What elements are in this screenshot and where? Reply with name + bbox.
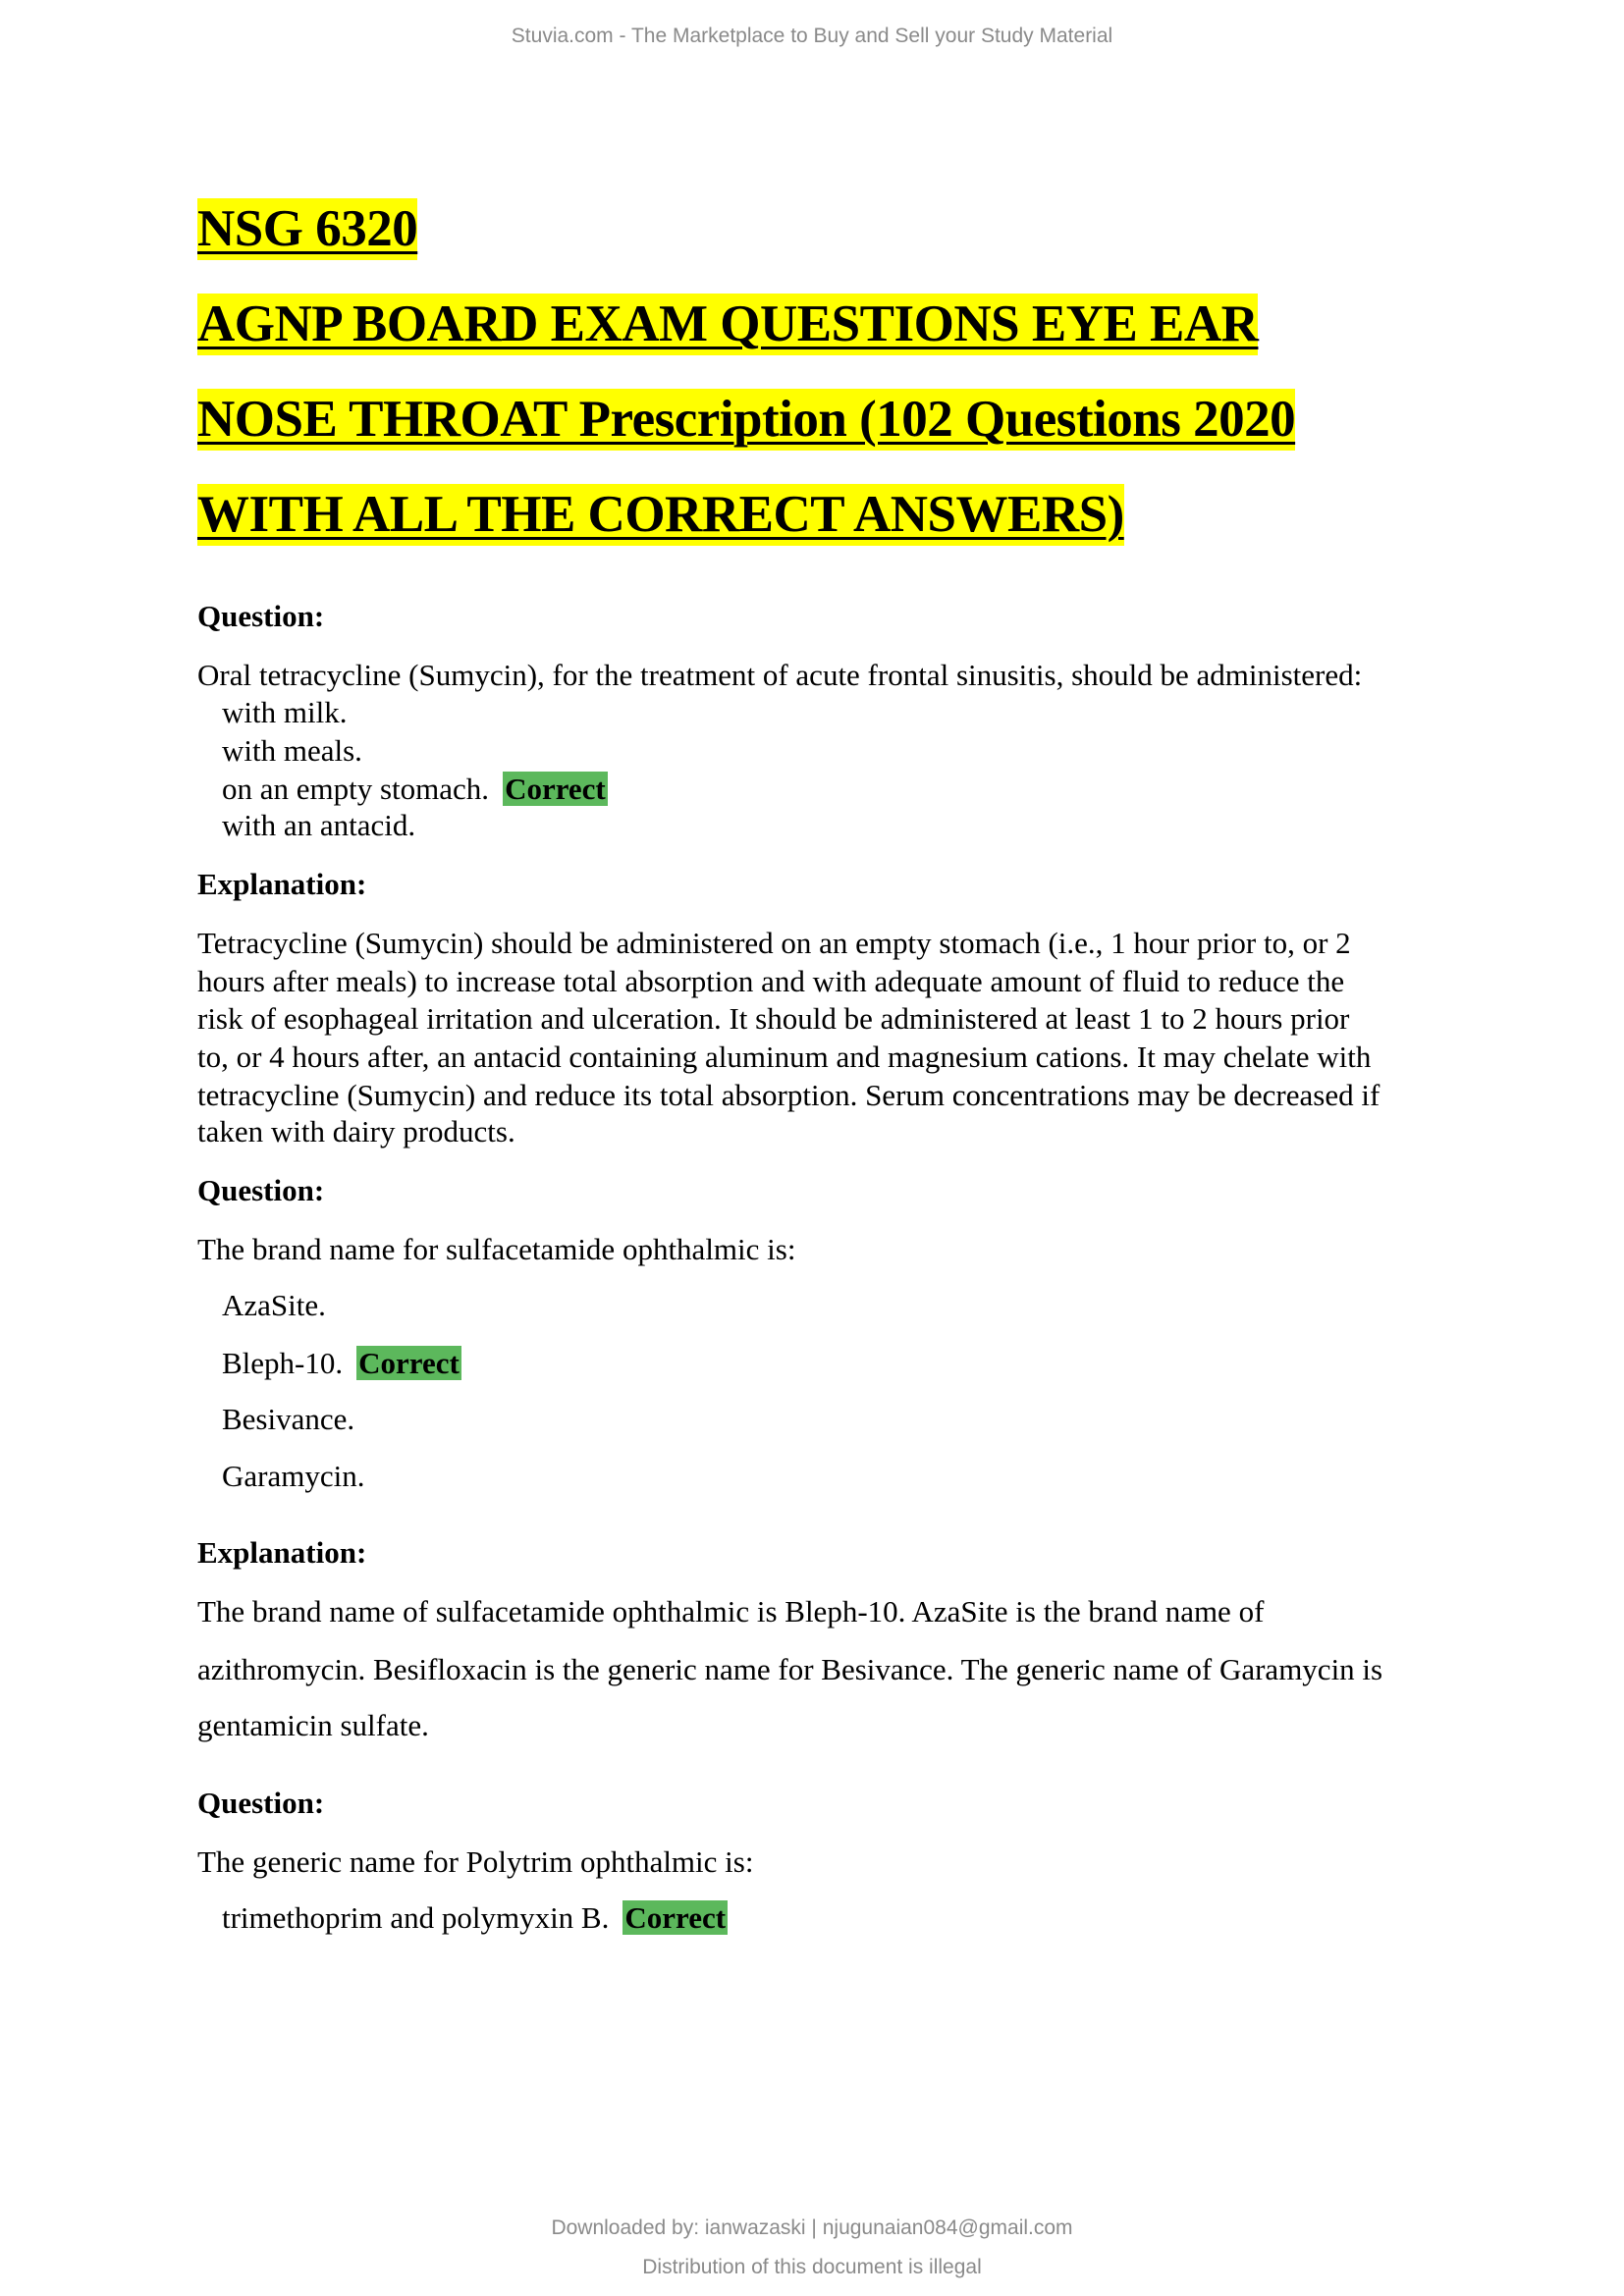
correct-badge: Correct bbox=[358, 1346, 460, 1380]
answer-option: AzaSite. bbox=[222, 1288, 326, 1322]
question-label: Question: bbox=[197, 1173, 325, 1207]
option-text: trimethoprim and polymyxin B. bbox=[222, 1900, 610, 1935]
explanation-line: tetracycline (Sumycin) and reduce its total absorption. Serum concentrations may be decreased if bbox=[197, 1078, 1380, 1112]
footer-notice: Distribution of this document is illegal bbox=[642, 2256, 982, 2278]
explanation-line: azithromycin. Besifloxacin is the generic name for Besivance. The generic name of Garamycin is bbox=[197, 1652, 1383, 1686]
footer-downloaded: Downloaded by: ianwazaski | njugunaian084@gmail.com bbox=[551, 2216, 1073, 2239]
title-line-2: AGNP BOARD EXAM QUESTIONS EYE EAR bbox=[197, 294, 1258, 355]
explanation-line: taken with dairy products. bbox=[197, 1114, 515, 1148]
question-text: The generic name for Polytrim ophthalmic is: bbox=[197, 1844, 754, 1879]
option-text: Bleph-10. bbox=[222, 1346, 344, 1380]
explanation-line: gentamicin sulfate. bbox=[197, 1708, 429, 1742]
answer-option: Garamycin. bbox=[222, 1459, 365, 1493]
answer-option: with meals. bbox=[222, 733, 362, 768]
title-line-1: NSG 6320 bbox=[197, 198, 417, 260]
explanation-line: Tetracycline (Sumycin) should be administered on an empty stomach (i.e., 1 hour prior to, or 2 bbox=[197, 926, 1351, 960]
correct-badge: Correct bbox=[505, 772, 606, 806]
answer-option: Besivance. bbox=[222, 1402, 355, 1436]
correct-badge: Correct bbox=[624, 1900, 727, 1935]
explanation-line: hours after meals) to increase total absorption and with adequate amount of fluid to reduce the bbox=[197, 964, 1345, 998]
page-header: Stuvia.com - The Marketplace to Buy and Sell your Study Material bbox=[511, 25, 1113, 47]
title-line-3: NOSE THROAT Prescription (102 Questions 2020 bbox=[197, 389, 1295, 451]
explanation-label: Explanation: bbox=[197, 867, 367, 901]
explanation-line: to, or 4 hours after, an antacid containing aluminum and magnesium cations. It may chelate with bbox=[197, 1040, 1372, 1074]
answer-option-correct bbox=[222, 771, 608, 808]
title-line-4: WITH ALL THE CORRECT ANSWERS) bbox=[197, 484, 1124, 546]
explanation-label: Explanation: bbox=[197, 1535, 367, 1570]
explanation-line: risk of esophageal irritation and ulceration. It should be administered at least 1 to 2 hours prior bbox=[197, 1001, 1350, 1036]
question-label: Question: bbox=[197, 1786, 325, 1820]
answer-option-correct bbox=[222, 1899, 728, 1937]
answer-option: with an antacid. bbox=[222, 808, 416, 842]
answer-option-correct bbox=[222, 1345, 461, 1382]
question-label: Question: bbox=[197, 599, 325, 633]
question-text: Oral tetracycline (Sumycin), for the treatment of acute frontal sinusitis, should be administered: bbox=[197, 658, 1363, 692]
question-text: The brand name for sulfacetamide ophthalmic is: bbox=[197, 1232, 796, 1266]
option-text: on an empty stomach. bbox=[222, 772, 490, 806]
explanation-line: The brand name of sulfacetamide ophthalmic is Bleph-10. AzaSite is the brand name of bbox=[197, 1594, 1265, 1629]
answer-option: with milk. bbox=[222, 695, 348, 729]
